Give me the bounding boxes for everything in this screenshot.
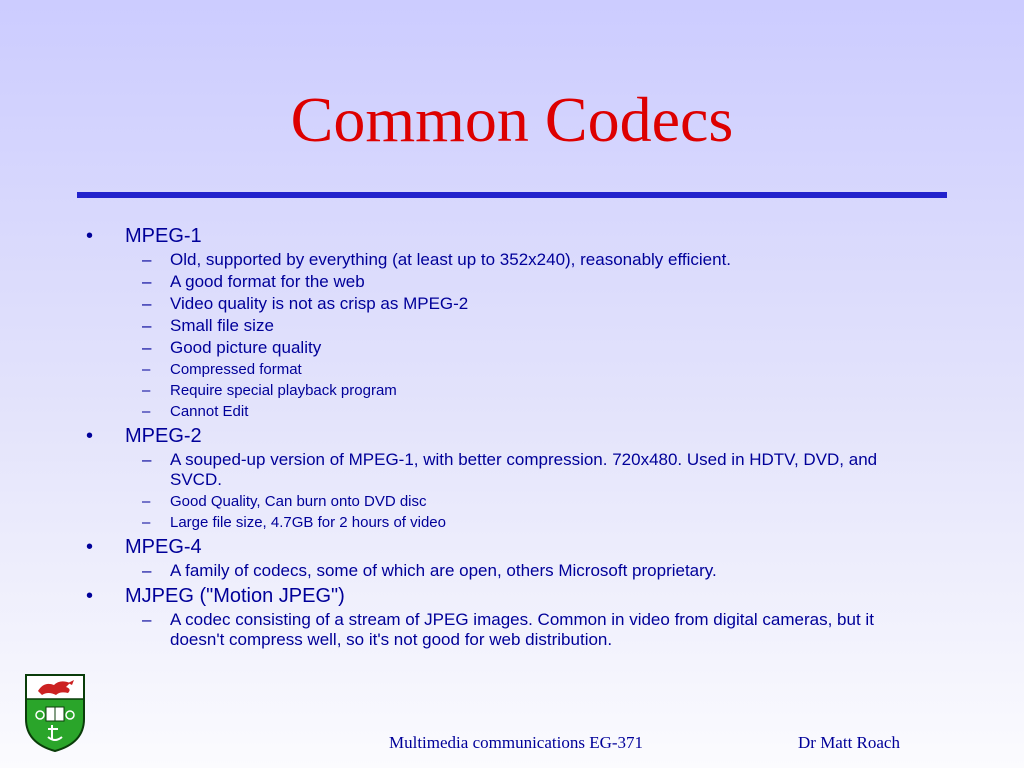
- sub-item: [0, 561, 1024, 581]
- sub-item: [0, 381, 1024, 400]
- dash-marker: –: [142, 561, 152, 580]
- bullet-marker: •: [86, 425, 94, 447]
- dash-marker: –: [142, 450, 152, 469]
- sub-item: [0, 513, 1024, 532]
- dash-marker: –: [142, 514, 151, 531]
- dash-marker: –: [142, 250, 152, 269]
- bullet-item: [0, 424, 1024, 448]
- title-divider: [77, 192, 947, 198]
- sub-item: [0, 272, 1024, 292]
- footer-author: Dr Matt Roach: [798, 733, 900, 752]
- dash-marker: –: [142, 361, 151, 378]
- bullet-label: MPEG-2: [125, 425, 202, 447]
- sub-item: [0, 250, 1024, 270]
- dash-marker: –: [142, 403, 151, 420]
- sub-item-text: Compressed format: [170, 361, 302, 378]
- sub-item-text: Require special playback program: [170, 382, 397, 399]
- bullet-label: MPEG-1: [125, 225, 202, 247]
- bullet-label: MJPEG ("Motion JPEG"): [125, 585, 345, 607]
- sub-item-text: Large file size, 4.7GB for 2 hours of video: [170, 514, 446, 531]
- sub-item: [0, 610, 1024, 650]
- sub-item: [0, 294, 1024, 314]
- bullet-label: MPEG-4: [125, 536, 202, 558]
- bullet-item: [0, 224, 1024, 248]
- sub-item-text: Video quality is not as crisp as MPEG-2: [170, 294, 469, 313]
- bullet-marker: •: [86, 225, 94, 247]
- bullet-marker: •: [86, 536, 94, 558]
- sub-item: [0, 402, 1024, 421]
- sub-item: [0, 316, 1024, 336]
- sub-item-text: Small file size: [170, 316, 274, 335]
- sub-item-text: Cannot Edit: [170, 403, 249, 420]
- footer-course: Multimedia communications EG-371: [389, 733, 644, 752]
- sub-item-text: A family of codecs, some of which are open, others Microsoft proprietary.: [170, 561, 717, 580]
- bullet-marker: •: [86, 585, 94, 607]
- dash-marker: –: [142, 272, 152, 291]
- sub-item: [0, 360, 1024, 379]
- bullet-item: [0, 535, 1024, 559]
- university-crest-icon: [24, 673, 86, 753]
- dash-marker: –: [142, 382, 151, 399]
- sub-item-text: Good picture quality: [170, 338, 322, 357]
- sub-item: [0, 338, 1024, 358]
- dash-marker: –: [142, 610, 152, 629]
- bullet-list: [0, 224, 1024, 650]
- sub-item-text: A codec consisting of a stream of JPEG images. Common in video from digital cameras, but it doesn't compress well, so it's not good for web distribution.: [170, 610, 874, 649]
- sub-item: [0, 450, 1024, 490]
- sub-item-text: A good format for the web: [170, 272, 365, 291]
- slide-title: Common Codecs: [290, 84, 734, 155]
- dash-marker: –: [142, 338, 152, 357]
- sub-item: [0, 492, 1024, 511]
- bullet-item: [0, 584, 1024, 608]
- dash-marker: –: [142, 493, 151, 510]
- sub-item-text: Good Quality, Can burn onto DVD disc: [170, 493, 427, 510]
- dash-marker: –: [142, 316, 152, 335]
- sub-item-text: A souped-up version of MPEG-1, with better compression. 720x480. Used in HDTV, DVD, and SVCD.: [170, 450, 878, 489]
- sub-item-text: Old, supported by everything (at least up to 352x240), reasonably efficient.: [170, 250, 732, 269]
- dash-marker: –: [142, 294, 152, 313]
